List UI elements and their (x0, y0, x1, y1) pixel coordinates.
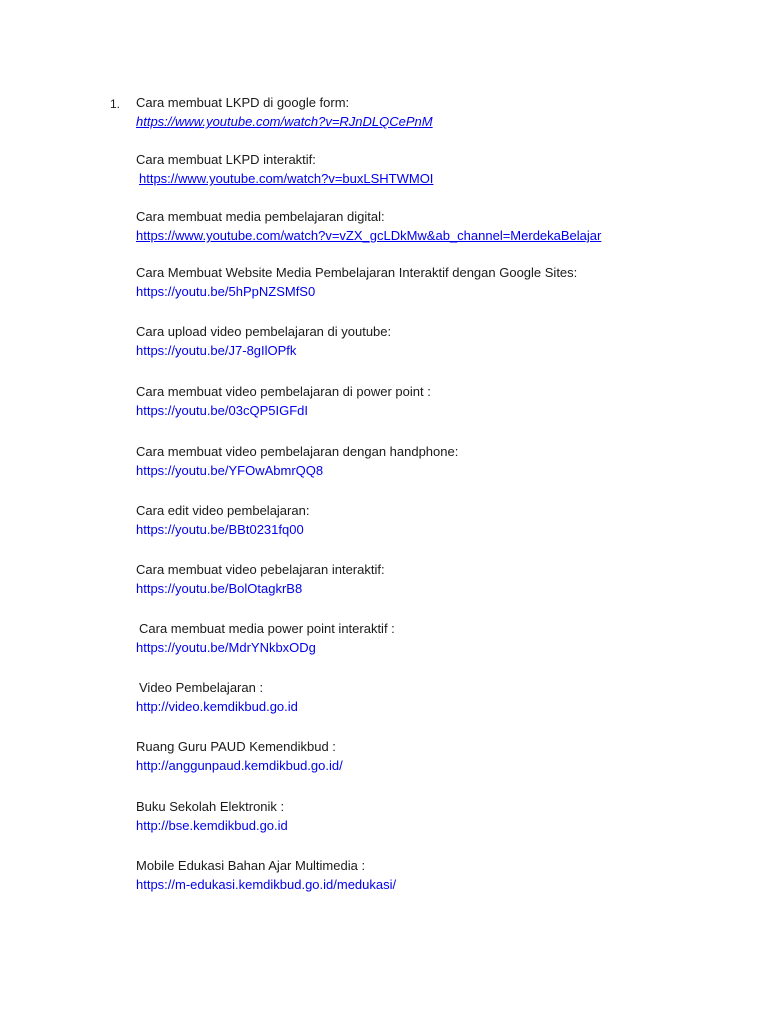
resource-entry-handphone-video (136, 443, 736, 480)
entry-link[interactable]: http://anggunpaud.kemdikbud.go.id/ (136, 758, 343, 773)
entry-label: Cara membuat LKPD di google form: (136, 95, 350, 110)
resource-entry-buku-sekolah (136, 798, 736, 835)
entry-link[interactable]: http://bse.kemdikbud.go.id (136, 818, 288, 833)
resource-entry-upload-youtube (136, 323, 736, 360)
entry-label: Cara membuat LKPD interaktif: (136, 152, 316, 167)
entry-link[interactable]: http://video.kemdikbud.go.id (136, 699, 298, 714)
entry-link[interactable]: https://youtu.be/BolOtagkrB8 (136, 581, 303, 596)
entry-label: Cara membuat media pembelajaran digital: (136, 209, 385, 224)
entry-link[interactable]: https://youtu.be/MdrYNkbxODg (136, 640, 316, 655)
entry-label: Video Pembelajaran : (139, 680, 264, 695)
entry-link[interactable]: https://youtu.be/BBt0231fq00 (136, 522, 304, 537)
entry-label: Cara edit video pembelajaran: (136, 503, 310, 518)
entry-label: Buku Sekolah Elektronik : (136, 799, 285, 814)
resource-entry-ruang-guru-paud (136, 738, 736, 775)
resource-entry-interactive-video (136, 561, 736, 598)
resource-entry-media-digital (136, 208, 736, 245)
entry-link[interactable]: https://youtu.be/J7-8gIlOPfk (136, 343, 297, 358)
entry-link[interactable]: https://m-edukasi.kemdikbud.go.id/medukasi/ (136, 877, 397, 892)
entry-label: Cara membuat media power point interaktif : (139, 621, 395, 636)
entry-link[interactable]: https://www.youtube.com/watch?v=RJnDLQCePnM (136, 114, 433, 129)
entry-label: Mobile Edukasi Bahan Ajar Multimedia : (136, 858, 366, 873)
resource-entry-interactive-power-point (136, 620, 736, 657)
entry-link[interactable]: https://youtu.be/5hPpNZSMfS0 (136, 284, 316, 299)
entry-link[interactable]: https://www.youtube.com/watch?v=vZX_gcLDkMw&ab_channel=MerdekaBelajar (136, 228, 602, 243)
entry-label: Cara membuat video pembelajaran dengan handphone: (136, 444, 459, 459)
resource-entry-power-point-video (136, 383, 736, 420)
entry-label: Cara membuat video pebelajaran interaktif: (136, 562, 385, 577)
entry-link[interactable]: https://youtu.be/03cQP5IGFdI (136, 403, 308, 418)
entry-label: Cara Membuat Website Media Pembelajaran Interaktif dengan Google Sites: (136, 265, 578, 280)
list-number: 1. (110, 97, 121, 111)
entry-link[interactable]: https://youtu.be/YFOwAbmrQQ8 (136, 463, 324, 478)
entry-label: Cara membuat video pembelajaran di power point : (136, 384, 431, 399)
resource-entry-video-pembelajaran (136, 679, 736, 716)
entry-label: Cara upload video pembelajaran di youtube: (136, 324, 392, 339)
resource-entry-google-sites (136, 264, 736, 301)
resource-entry-lkpd-google-form (136, 94, 736, 131)
entry-label: Ruang Guru PAUD Kemendikbud : (136, 739, 336, 754)
resource-entry-lkpd-interaktif (136, 151, 736, 188)
entry-link[interactable]: https://www.youtube.com/watch?v=buxLSHTWMOI (139, 171, 434, 186)
resource-entry-edit-video (136, 502, 736, 539)
resource-entry-mobile-edukasi (136, 857, 736, 894)
